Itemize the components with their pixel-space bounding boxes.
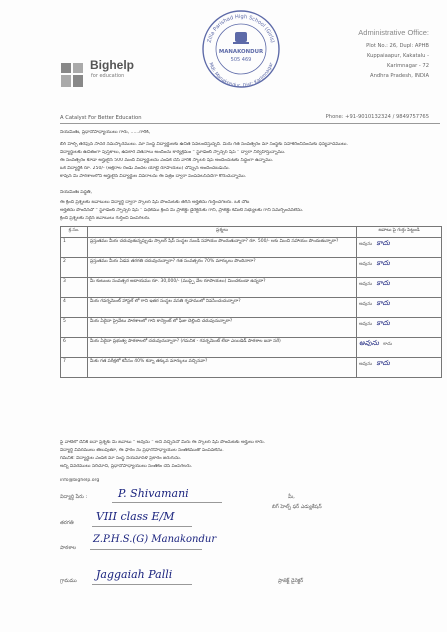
school-value: Z.P.H.S.(G) Manakondur	[93, 534, 217, 545]
row-answer	[357, 278, 442, 298]
answer-yes: అవును	[359, 242, 373, 247]
col-header-question: ప్రశ్నలు	[88, 227, 357, 238]
header-divider	[60, 123, 440, 124]
row-answer	[357, 358, 442, 378]
col-header-answer: జవాబు పై గుర్తు పెట్టండి	[357, 227, 442, 238]
para1-line-2: విద్యార్థులకు ఉచితంగా పుస్తకాలు, ఉపకార వేతనాలు అందించు కార్యక్రమం “ స్టూడెంట్ స్పాన్సర్ షిప్ ” ద్వారా నిర్వహిస్తున్నాము.	[60, 150, 286, 155]
row-question: మీ కుటుంబ సంవత్సర ఆదాయము రూ. 30,000/- (ముప్పై వేల రూపాయలు) మించకుండా ఉన్నదా?	[88, 278, 357, 298]
para2-line-1: ఈ క్రింది ప్రశ్నలకు జవాబులు విద్యార్థి ద్వారా స్కాలర్ షిప్ పొందుటకు తగిన అర్హతను గుర్తించగలరు. ఒక చోట	[60, 200, 250, 205]
eligibility-table	[60, 226, 442, 378]
row-answer	[357, 238, 442, 258]
table-row	[61, 338, 442, 358]
tagline: A Catalyst For Better Education	[60, 115, 142, 121]
table-row	[61, 278, 442, 298]
email-address: info@bighelp.org	[60, 478, 100, 483]
closing-line-1: పై వాటిలో దేనికి ఐనా ప్రశ్నకు మీ జవాబు “ అవును ” అని వచ్చినచో మీరు ఈ స్కాలర్ షిప్ పొందుటకు అర్హులు కారు.	[60, 440, 266, 445]
address-title: Administrative Office:	[358, 28, 429, 37]
handwritten-mark: కాదు	[376, 259, 390, 267]
emblem-icon	[233, 32, 249, 44]
brand-subtitle: for education	[91, 73, 125, 79]
col-header-no: క్ర.సం.	[61, 227, 88, 238]
table-header-row	[61, 227, 442, 238]
table-row	[61, 238, 442, 258]
handwritten-mark: అవును	[359, 339, 379, 347]
row-number: 4	[61, 298, 88, 318]
school-label: పాఠశాల	[60, 545, 77, 551]
table-row	[61, 318, 442, 338]
closing-line-3: గమనిక: విద్యార్థుల ఎంపిక మా సంస్థ నియమావళి ప్రకారం జరుగును.	[60, 456, 182, 461]
village-value: Jaggaiah Palli	[96, 568, 173, 581]
class-label: తరగతి	[60, 520, 74, 526]
row-number: 6	[61, 338, 88, 358]
table-row	[61, 298, 442, 318]
row-answer	[357, 338, 442, 358]
table-row	[61, 358, 442, 378]
name-underline	[112, 502, 222, 503]
sign-label-1: మీ,	[288, 494, 295, 500]
handwritten-mark: కాదు	[376, 319, 390, 327]
row-question: ప్రస్తుతము మీరు ఏడవ తరగతి చదువుచున్నారా? గత సంవత్సరం 70% మార్కులు పొందినారా?	[88, 258, 357, 278]
row-number: 7	[61, 358, 88, 378]
stamp-top-text: Zilla Parishad High School (Girls)	[206, 13, 276, 44]
row-question: మీరు ఏదైనా ప్రైవేటు పాఠశాలలో గాని కాన్వెంట్ లో ఫీజు చెల్లించి చదువుచున్నారా?	[88, 318, 357, 338]
answer-yes: అవును	[359, 282, 373, 287]
school-underline	[90, 549, 202, 550]
phone-line: Phone: +91-9010132324 / 9849757765	[325, 114, 429, 120]
handwritten-mark: కాదు	[376, 239, 390, 247]
para2-heading: నియమితః పద్ధతి,	[60, 190, 92, 195]
salutation: నియమితః, ప్రధానోపాధ్యాయులు గారు, ......గారికి,	[60, 130, 151, 135]
para2-line-3: క్రింది ప్రశ్నలకు సరైన జవాబులు గుర్తించి పంపగలరు.	[60, 216, 151, 221]
table-row	[61, 258, 442, 278]
sign-label-2: బిగ్ హెల్ప్ ఫర్ ఎడ్యుకేషన్	[272, 504, 322, 510]
address-line-1: Plot No.: 26, Dupl: APHB	[366, 43, 429, 49]
closing-line-4: అన్ని వివరములు సరిచూచి, ప్రధానోపాధ్యాయులు సంతకం చేసి పంపగలరు.	[60, 464, 193, 469]
answer-yes: అవును	[359, 362, 373, 367]
answer-yes: అవును	[359, 302, 373, 307]
stamp-bottom-text: Mdl: Manakondur, Dist: Karimnagar	[207, 62, 275, 90]
brand-name: Bighelp	[90, 58, 134, 72]
answer-yes: అవును	[359, 322, 373, 327]
class-underline	[92, 526, 192, 527]
address-line-4: Andhra Pradesh, INDIA	[370, 73, 429, 79]
answer-no: కాదు	[383, 342, 393, 347]
student-name-label: విద్యార్థి పేరు :	[60, 494, 88, 500]
row-number: 1	[61, 238, 88, 258]
row-number: 3	[61, 278, 88, 298]
para1-line-1: బిగ్ హెల్ప్ తరఫున సాదర నమస్కారములు. మా సంస్థ విద్యార్థులకు ఉచిత సేవలందిస్తున్నది. మీరు గత సంవత్సరం మా సంస్థకు సహకరించినందుకు ధన్యవాదములు.	[60, 142, 348, 147]
village-underline	[92, 584, 192, 585]
student-name-value: P. Shivamani	[118, 487, 189, 500]
school-stamp	[200, 8, 282, 90]
row-question: మీరు ఏదైనా ప్రభుత్వ పాఠశాలలో చదువుచున్నారా? (గమనిక - గవర్నమెంట్ లేదా ఎయిడెడ్ పాఠశాల ఐనా సరే)	[88, 338, 357, 358]
handwritten-mark: కాదు	[376, 299, 390, 307]
handwritten-mark: కాదు	[376, 359, 390, 367]
sign-label-3: ప్రాజెక్ట్ డైరెక్టర్	[278, 578, 304, 584]
stamp-code-text: 505 469	[230, 57, 252, 63]
answer-yes: అవును	[359, 262, 373, 267]
row-question: మీరు గవర్నమెంట్ హాస్టల్ లో గాని ఇతర సంస్థల వసతి గృహములో నివసించుచున్నారా?	[88, 298, 357, 318]
village-label: గ్రామము	[60, 578, 77, 584]
address-line-2: Kuppaiaapur, Kakatalu -	[366, 53, 429, 59]
handwritten-mark: కాదు	[376, 279, 390, 287]
row-number: 2	[61, 258, 88, 278]
row-question: ప్రస్తుతము మీరు చదువుతున్నప్పుడు స్కాలర్ షిప్ సంస్థల నుండి సహాయం పొందుతున్నారా? రూ. 500/- లకు మించి సహాయం పొందుతున్నారా?	[88, 238, 357, 258]
bighelp-logo-icon	[60, 62, 84, 88]
address-line-3: Karimnagar - 72	[387, 63, 429, 69]
stamp-center-text: MANAKONDUR	[218, 49, 264, 55]
para2-line-2: అర్హతను పొందినచో “ స్టూడెంట్ స్పాన్సర్ షిప్ ” పథకము క్రింద మీ ప్రాజెక్టు డైరెక్టరుకు గాని, ప్రాజెక్టు కమిటీ సభ్యులకు గాని సమర్పించవలెను.	[60, 208, 304, 213]
closing-line-2: విద్యార్థి వివరములు తెలుపుతూ, ఈ ఫారం ను ప్రధానోపాధ్యాయుల సంతకముతో పంపవలెను.	[60, 448, 224, 453]
row-answer	[357, 298, 442, 318]
row-answer	[357, 318, 442, 338]
para1-line-5: కావున మీ పాఠశాలలోని అర్హులైన విద్యార్థుల వివరాలను ఈ పత్రం ద్వారా పంపవలసినదిగా కోరుచున్నాము.	[60, 174, 247, 179]
row-question: మీకు గత పరీక్షలో కనీసం 40% కన్నా తక్కువ మార్కులు వచ్చినవా?	[88, 358, 357, 378]
class-value: VIII class E/M	[96, 510, 175, 523]
svg-text:Mdl: Manakondur, Dist: Karimna	[207, 62, 274, 89]
para1-line-3: ఈ సంవత్సరం కూడా అర్హులైన 500 మంది విద్యార్థులను ఎంపిక చేసి వారికి స్కాలర్ షిప్ అందించుటకు సిద్ధంగా ఉన్నాము.	[60, 158, 274, 163]
row-number: 5	[61, 318, 88, 338]
row-answer	[357, 258, 442, 278]
para1-line-4: ఒక విద్యార్థికి రూ. 250/- (అక్షరాల రెండు వందల యాభై రూపాయలు) చొప్పున అందించబడును.	[60, 166, 230, 171]
